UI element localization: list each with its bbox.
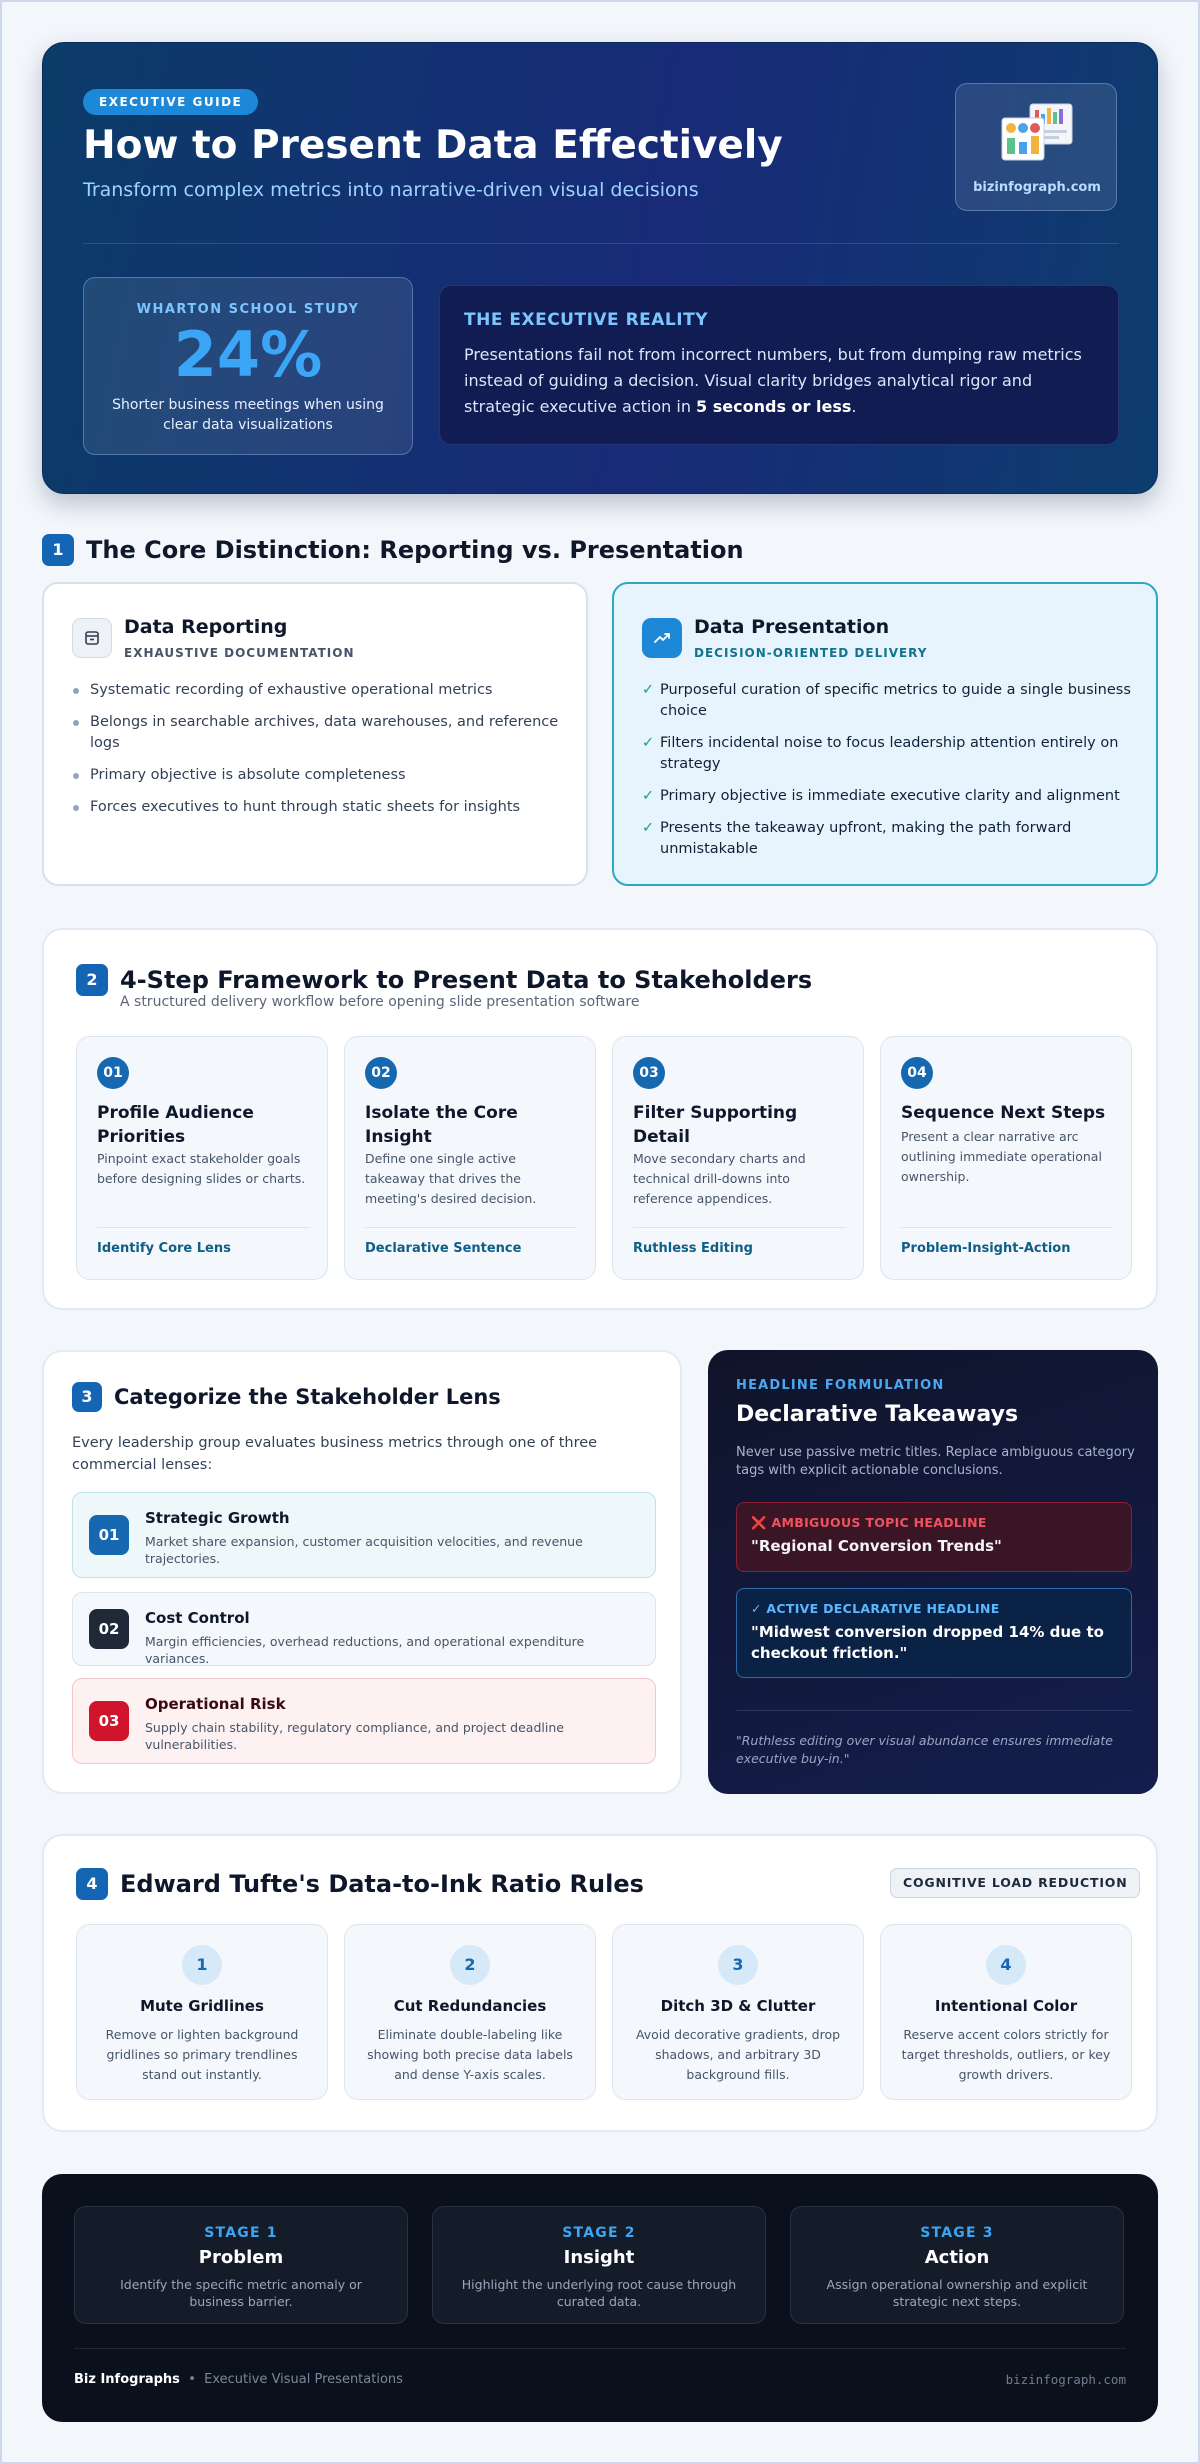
stage-card [74, 2206, 408, 2324]
reporting-subtitle: EXHAUSTIVE DOCUMENTATION [124, 646, 355, 660]
lens-card-cost-control [72, 1592, 656, 1666]
list-item [642, 786, 1132, 807]
panel-eyebrow: HEADLINE FORMULATION [736, 1378, 945, 1393]
step-cards [76, 1036, 1132, 1280]
step-title: Sequence Next Steps [901, 1103, 1106, 1123]
section-title: The Core Distinction: Reporting vs. Presentation [86, 536, 744, 564]
lens-card-operational-risk [72, 1678, 656, 1764]
step-tag: Identify Core Lens [97, 1241, 231, 1256]
rule-card [880, 1924, 1132, 2100]
rule-number: 3 [718, 1945, 758, 1985]
framework-section [42, 928, 1158, 1310]
brand-name: Biz Infographs [74, 2372, 180, 2387]
step-description: Move secondary charts and technical drill-downs into reference appendices. [633, 1151, 806, 1206]
lens-title: Operational Risk [145, 1695, 286, 1713]
step-tag: Problem-Insight-Action [901, 1241, 1071, 1256]
step-description: Pinpoint exact stakeholder goals before designing slides or charts. [97, 1151, 306, 1186]
active-headline-text: "Midwest conversion dropped 14% due to checkout friction." [751, 1623, 1104, 1662]
rule-card [76, 1924, 328, 2100]
lens-description: Supply chain stability, regulatory compliance, and project deadline vulnerabilities. [145, 1720, 564, 1752]
panel-body: Never use passive metric titles. Replace ambiguous category tags with explicit actionable conclusions. [736, 1445, 1135, 1478]
presentation-title: Data Presentation [694, 616, 890, 638]
page-subtitle: Transform complex metrics into narrative-driven visual decisions [83, 179, 699, 201]
step-description: Define one single active takeaway that drives the meeting's desired decision. [365, 1151, 537, 1206]
step-card [612, 1036, 864, 1280]
executive-guide-badge: EXECUTIVE GUIDE [83, 89, 258, 115]
rule-description: Avoid decorative gradients, drop shadows, and arbitrary 3D background fills. [635, 2027, 841, 2082]
section-1-header [42, 534, 744, 566]
presentation-subtitle: DECISION-ORIENTED DELIVERY [694, 646, 928, 660]
step-divider [365, 1227, 577, 1228]
check-icon: ✓ [642, 735, 655, 751]
page-title: How to Present Data Effectively [83, 123, 783, 168]
reality-text: Presentations fail not from incorrect numbers, but from dumping raw metrics instead of guiding a decision. Visual clarity bridges analytical rigor and strategic executive action in [464, 345, 1082, 416]
lens-title: Cost Control [145, 1609, 250, 1627]
list-item: Primary objective is absolute completeness [72, 765, 562, 786]
list-item-text: Primary objective is immediate executive clarity and alignment [660, 788, 1120, 804]
stat-label: WHARTON SCHOOL STUDY [136, 302, 360, 317]
rule-title: Cut Redundancies [393, 1997, 547, 2015]
cross-icon: ❌ [751, 1515, 772, 1530]
step-tag: Ruthless Editing [633, 1241, 753, 1256]
stat-value: 24% [173, 318, 323, 391]
stage-description: Assign operational ownership and explicit strategic next steps. [826, 2277, 1088, 2309]
reporting-title: Data Reporting [124, 616, 288, 638]
brand-tagline: Executive Visual Presentations [204, 2372, 403, 2387]
list-item [642, 733, 1132, 775]
executive-reality-card [439, 285, 1119, 445]
list-item-text: Purposeful curation of specific metrics to guide a single business choice [660, 682, 1131, 719]
brand-logo-card[interactable] [955, 83, 1117, 211]
section-title: 4-Step Framework to Present Data to Stakeholders [120, 966, 813, 994]
stage-label: STAGE 1 [204, 2225, 278, 2241]
trending-up-icon [642, 618, 682, 658]
rule-title: Ditch 3D & Clutter [660, 1997, 816, 2015]
data-reporting-card [42, 582, 588, 886]
step-number: 02 [365, 1057, 397, 1089]
list-item [642, 818, 1132, 860]
step-divider [901, 1227, 1113, 1228]
lens-description: Margin efficiencies, overhead reductions, and operational expenditure variances. [145, 1634, 585, 1666]
footer-brand [74, 2372, 403, 2387]
rule-description: Reserve accent colors strictly for target thresholds, outliers, or key growth drivers. [901, 2027, 1111, 2082]
rule-description: Remove or lighten background gridlines so primary trendlines stand out instantly. [105, 2027, 299, 2082]
step-description: Present a clear narrative arc outlining immediate operational ownership. [901, 1129, 1102, 1184]
stage-card [432, 2206, 766, 2324]
list-item: Forces executives to hunt through static sheets for insights [72, 797, 562, 818]
list-item-text: Filters incidental noise to focus leadership attention entirely on strategy [660, 735, 1119, 772]
list-item: Systematic recording of exhaustive operational metrics [72, 680, 562, 701]
stakeholder-lens-section [42, 1350, 682, 1794]
stage-card [790, 2206, 1124, 2324]
ambiguous-headline-text: "Regional Conversion Trends" [751, 1537, 1002, 1555]
stage-label: STAGE 2 [562, 2225, 636, 2241]
rule-card [612, 1924, 864, 2100]
rule-number: 1 [182, 1945, 222, 1985]
stage-description: Identify the specific metric anomaly or business barrier. [120, 2277, 362, 2309]
lens-number: 02 [89, 1609, 129, 1649]
stage-title: Insight [563, 2247, 635, 2268]
presentation-list [642, 680, 1132, 871]
step-divider [633, 1227, 845, 1228]
check-icon: ✓ [642, 788, 655, 804]
step-card [880, 1036, 1132, 1280]
ambiguous-label [751, 1515, 1117, 1531]
data-ink-ratio-section [42, 1834, 1158, 2132]
active-headline-example [736, 1588, 1132, 1678]
reality-end: . [851, 397, 857, 416]
section-number-badge: 4 [76, 1868, 108, 1900]
check-icon: ✓ [642, 820, 655, 836]
panel-quote: "Ruthless editing over visual abundance ensures immediate executive buy-in." [736, 1733, 1113, 1766]
section-number-badge: 3 [72, 1382, 102, 1412]
section-3-header [72, 1382, 501, 1412]
stage-title: Action [924, 2247, 990, 2268]
step-title: Isolate the Core Insight [365, 1103, 518, 1147]
section-subtitle: A structured delivery workflow before opening slide presentation software [120, 994, 640, 1010]
step-card [76, 1036, 328, 1280]
rule-title: Mute Gridlines [140, 1997, 264, 2015]
active-label: ✓ ACTIVE DECLARATIVE HEADLINE [751, 1601, 1000, 1616]
step-number: 03 [633, 1057, 665, 1089]
step-number: 04 [901, 1057, 933, 1089]
section-2-header [76, 964, 812, 996]
wharton-stat-card [83, 277, 413, 455]
dashboard-thumbnail-icon [1000, 102, 1074, 162]
archive-icon [72, 618, 112, 658]
lens-title: Strategic Growth [145, 1509, 290, 1527]
lens-number: 03 [89, 1701, 129, 1741]
section-title: Categorize the Stakeholder Lens [114, 1385, 501, 1409]
cognitive-load-pill: COGNITIVE LOAD REDUCTION [890, 1868, 1140, 1898]
rule-description: Eliminate double-labeling like showing both precise data labels and dense Y-axis scales. [367, 2027, 573, 2082]
footer-divider [74, 2348, 1126, 2349]
ambiguous-label-text: AMBIGUOUS TOPIC HEADLINE [771, 1515, 987, 1530]
panel-divider [736, 1710, 1132, 1711]
step-tag: Declarative Sentence [365, 1241, 522, 1256]
footer-url-link[interactable]: bizinfograph.com [1005, 2372, 1126, 2387]
reporting-list [72, 680, 562, 829]
panel-title: Declarative Takeaways [736, 1402, 1019, 1427]
headline-formulation-panel [708, 1350, 1158, 1794]
section-intro: Every leadership group evaluates business metrics through one of three commercial lenses: [72, 1435, 598, 1473]
rule-cards [76, 1924, 1132, 2100]
footer-panel [42, 2174, 1158, 2422]
section-number-badge: 2 [76, 964, 108, 996]
step-title: Profile Audience Priorities [97, 1103, 254, 1147]
step-title: Filter Supporting Detail [633, 1103, 798, 1147]
ambiguous-headline-example [736, 1502, 1132, 1572]
step-divider [97, 1227, 309, 1228]
lens-description: Market share expansion, customer acquisition velocities, and revenue trajectories. [145, 1534, 583, 1566]
rule-number: 4 [986, 1945, 1026, 1985]
rule-title: Intentional Color [934, 1997, 1078, 2015]
section-title: Edward Tufte's Data-to-Ink Ratio Rules [120, 1870, 644, 1898]
stage-cards [74, 2206, 1124, 2324]
lens-card-strategic-growth [72, 1492, 656, 1578]
data-presentation-card [612, 582, 1158, 886]
brand-separator: • [188, 2372, 196, 2387]
list-item: Belongs in searchable archives, data warehouses, and reference logs [72, 712, 562, 754]
step-number: 01 [97, 1057, 129, 1089]
section-number-badge: 1 [42, 534, 74, 566]
reality-emphasis: 5 seconds or less [696, 397, 852, 416]
check-icon: ✓ [642, 682, 655, 698]
lens-number: 01 [89, 1515, 129, 1555]
stage-description: Highlight the underlying root cause through curated data. [461, 2277, 737, 2309]
stat-description: Shorter business meetings when using clear data visualizations [112, 397, 384, 433]
stage-title: Problem [198, 2247, 284, 2268]
stage-label: STAGE 3 [920, 2225, 994, 2241]
hero-divider [83, 243, 1119, 244]
logo-url-text: bizinfograph.com [973, 180, 1101, 195]
reality-title: THE EXECUTIVE REALITY [464, 310, 709, 330]
list-item [642, 680, 1132, 722]
list-item-text: Presents the takeaway upfront, making the path forward unmistakable [660, 820, 1072, 857]
reality-body [464, 342, 1094, 420]
section-4-header [76, 1868, 644, 1900]
hero-banner [42, 42, 1158, 494]
rule-card [344, 1924, 596, 2100]
rule-number: 2 [450, 1945, 490, 1985]
step-card [344, 1036, 596, 1280]
